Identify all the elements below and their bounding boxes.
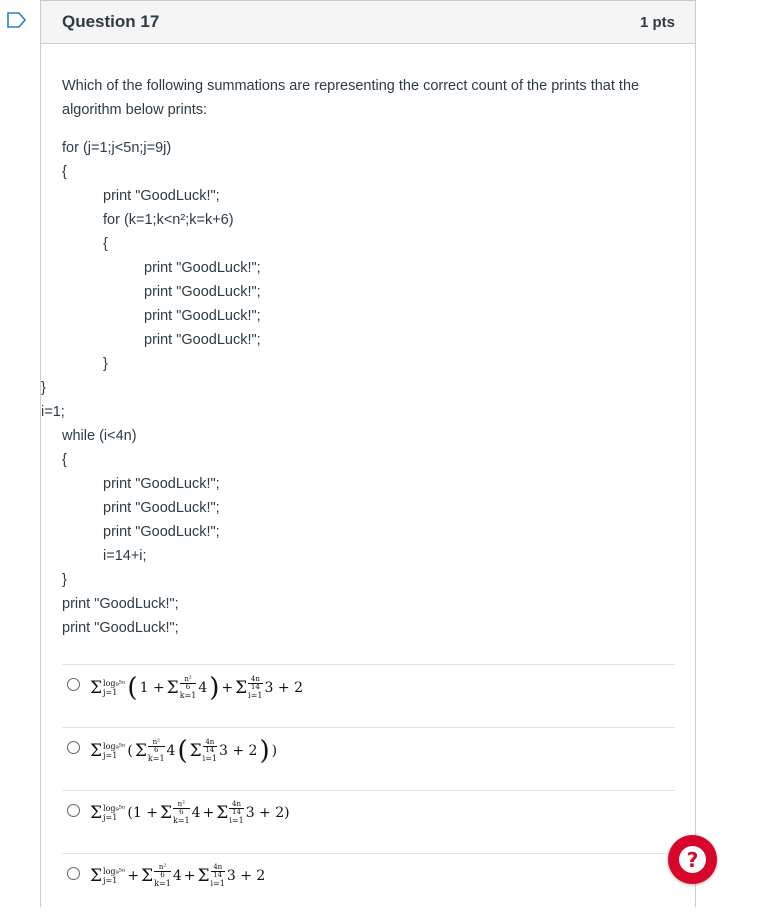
code-line: { [103, 236, 108, 252]
radio-button-a[interactable] [67, 678, 80, 691]
question-card [40, 0, 696, 907]
code-line: { [62, 452, 67, 468]
code-line: while (i<4n) [62, 428, 137, 444]
code-line: } [41, 380, 46, 396]
answer-list [62, 664, 675, 916]
code-line: for (k=1;k<n²;k=k+6) [103, 212, 234, 228]
radio-button-c[interactable] [67, 804, 80, 817]
code-line: } [103, 356, 108, 372]
answer-option-b[interactable] [62, 727, 675, 790]
bookmark-icon[interactable] [6, 11, 28, 29]
help-button[interactable] [668, 835, 717, 884]
code-line: for (j=1;j<5n;j=9j) [62, 140, 172, 156]
answer-option-c[interactable] [62, 790, 675, 853]
answer-option-a[interactable] [62, 664, 675, 727]
code-line: print "GoodLuck!"; [62, 620, 179, 636]
code-line: print "GoodLuck!"; [144, 308, 261, 324]
formula-c: Σ log₉⁵ⁿ j=1 (1 + Σ $\frac{\text{n²}}{6}$ k=1 4 + Σ $\frac{4n}{14}$ i=1 3 + 2) [90, 800, 290, 825]
code-line: print "GoodLuck!"; [103, 476, 220, 492]
formula-b: Σ log₉⁵ⁿ j=1 ( Σ $\frac{\text{n²}}{6}$ k=1 4 ( Σ $\frac{4n}{14}$ i=1 3 + 2 ) ) [90, 736, 278, 766]
question-mark-icon: ? [679, 846, 706, 873]
code-line: i=1; [41, 404, 65, 420]
formula-a: Σ log₉⁵ⁿ j=1 ( 1 + Σ $\frac{\text{n²}}{6}$ k=1 4 ) + Σ $\frac{4n}{14}$ i=1 3 + 2 [90, 673, 303, 703]
code-line: print "GoodLuck!"; [103, 500, 220, 516]
formula-d: Σ log₉⁵ⁿ j=1 + Σ $\frac{\text{n²}}{6}$ k=1 4 + Σ $\frac{4n}{14}$ i=1 3 + 2 [90, 863, 266, 888]
question-title: Question 17 [62, 12, 160, 31]
radio-button-b[interactable] [67, 741, 80, 754]
radio-button-d[interactable] [67, 867, 80, 880]
code-line: print "GoodLuck!"; [144, 332, 261, 348]
question-points: 1 pts [639, 13, 675, 31]
code-line: print "GoodLuck!"; [62, 596, 179, 612]
question-header [41, 0, 695, 44]
code-block [41, 136, 675, 640]
question-prompt: Which of the following summations are representing the correct count of the prints that the algorithm below prints: [62, 78, 640, 118]
code-line: print "GoodLuck!"; [144, 284, 261, 300]
code-line: } [62, 572, 67, 588]
code-line: print "GoodLuck!"; [103, 524, 220, 540]
code-line: print "GoodLuck!"; [103, 188, 220, 204]
code-line: print "GoodLuck!"; [144, 260, 261, 276]
code-line: { [62, 164, 67, 180]
code-line: i=14+i; [103, 548, 147, 564]
